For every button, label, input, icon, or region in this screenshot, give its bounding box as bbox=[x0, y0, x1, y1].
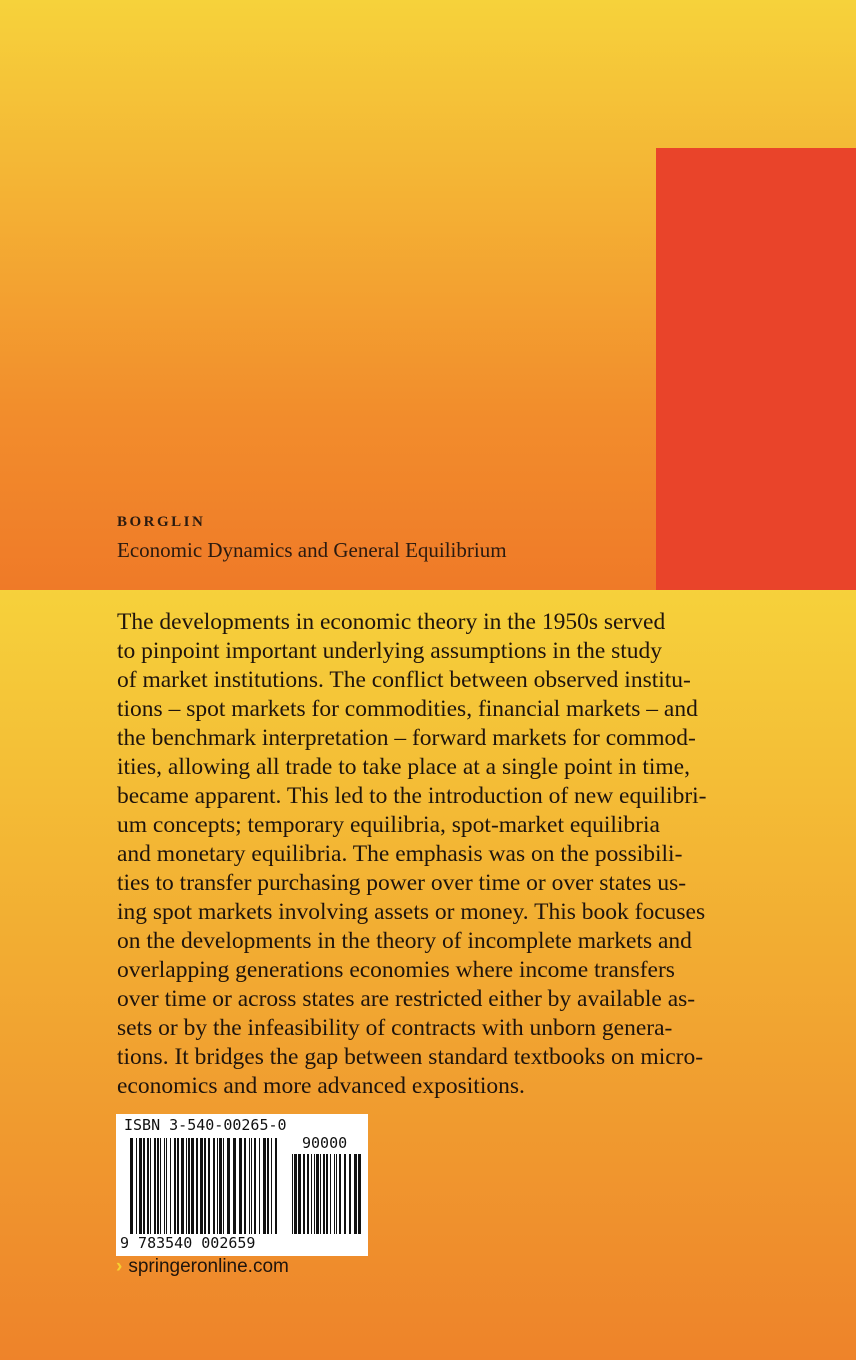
barcode-bar bbox=[200, 1138, 203, 1234]
barcode-main-bars-icon bbox=[130, 1138, 280, 1234]
barcode-bar bbox=[227, 1138, 230, 1234]
barcode-bar bbox=[143, 1138, 145, 1234]
price-code: 90000 bbox=[302, 1134, 348, 1152]
barcode-bar bbox=[339, 1154, 341, 1234]
ean-digits: 9 783540 002659 bbox=[120, 1234, 256, 1252]
blurb-line: economics and more advanced expositions. bbox=[117, 1073, 525, 1099]
barcode-bar bbox=[147, 1138, 149, 1234]
barcode-bar bbox=[244, 1138, 246, 1234]
barcode-bar bbox=[254, 1138, 256, 1234]
barcode-bar bbox=[314, 1154, 315, 1234]
barcode-bar bbox=[213, 1138, 215, 1234]
barcode-bar bbox=[196, 1138, 198, 1234]
barcode-bar bbox=[136, 1138, 137, 1234]
barcode-bar bbox=[139, 1138, 142, 1234]
barcode-bar bbox=[170, 1138, 171, 1234]
blurb-text bbox=[117, 608, 717, 1101]
barcode-bar bbox=[316, 1154, 319, 1234]
barcode-bar bbox=[154, 1138, 156, 1234]
barcode-bar bbox=[320, 1154, 321, 1234]
barcode-bar bbox=[191, 1138, 194, 1234]
barcode-bar bbox=[217, 1138, 218, 1234]
barcode-bar bbox=[307, 1154, 309, 1234]
barcode-bar bbox=[336, 1154, 337, 1234]
blurb-line: overlapping generations economies where income transfers bbox=[117, 957, 675, 983]
blurb-line: ties to transfer purchasing power over time or over states us- bbox=[117, 870, 687, 896]
barcode-bar bbox=[188, 1138, 190, 1234]
barcode-bar bbox=[330, 1154, 331, 1234]
barcode-bar bbox=[358, 1154, 361, 1234]
author-name: BORGLIN bbox=[117, 514, 206, 530]
barcode-bar bbox=[157, 1138, 159, 1234]
barcode-bar bbox=[259, 1138, 260, 1234]
barcode-addon-bars-icon bbox=[292, 1154, 362, 1234]
barcode-bar bbox=[267, 1138, 269, 1234]
barcode-bar bbox=[292, 1154, 293, 1234]
barcode-bar bbox=[208, 1138, 210, 1234]
barcode-bar bbox=[249, 1138, 250, 1234]
barcode-bar bbox=[239, 1138, 242, 1234]
red-accent-block bbox=[656, 148, 856, 590]
website-label: springeronline.com bbox=[128, 1256, 289, 1277]
barcode-bar bbox=[181, 1138, 184, 1234]
blurb-line: ing spot markets involving assets or money. This book focuses bbox=[117, 899, 706, 925]
blurb-line: tions. It bridges the gap between standard textbooks on micro- bbox=[117, 1044, 704, 1070]
blurb-line: tions – spot markets for commodities, financial markets – and bbox=[117, 696, 698, 722]
barcode-bar bbox=[166, 1138, 167, 1234]
barcode-bar bbox=[294, 1154, 297, 1234]
barcode-bar bbox=[150, 1138, 151, 1234]
barcode-bar bbox=[233, 1138, 236, 1234]
barcode-bar bbox=[326, 1154, 328, 1234]
barcode-bar bbox=[334, 1154, 335, 1234]
barcode-bar bbox=[263, 1138, 266, 1234]
book-title: Economic Dynamics and General Equilibrium bbox=[117, 538, 507, 562]
barcode-bar bbox=[177, 1138, 179, 1234]
barcode-bar bbox=[164, 1138, 165, 1234]
barcode-bar bbox=[323, 1154, 325, 1234]
blurb-line: The developments in economic theory in the 1950s served bbox=[117, 609, 666, 635]
barcode-bar bbox=[271, 1138, 272, 1234]
publisher-website bbox=[116, 1256, 289, 1278]
blurb-line: to pinpoint important underlying assumptions in the study bbox=[117, 638, 663, 664]
barcode-bar bbox=[160, 1138, 161, 1234]
isbn-number: ISBN 3-540-00265-0 bbox=[124, 1116, 287, 1134]
barcode-bar bbox=[349, 1154, 351, 1234]
barcode-bar bbox=[174, 1138, 176, 1234]
blurb-line: ities, allowing all trade to take place at a single point in time, bbox=[117, 754, 690, 780]
blurb-line: um concepts; temporary equilibria, spot-market equilibria bbox=[117, 812, 660, 838]
blurb-line: sets or by the infeasibility of contracts with unborn genera- bbox=[117, 1015, 673, 1041]
barcode-bar bbox=[204, 1138, 206, 1234]
blurb-line: of market institutions. The conflict between observed institu- bbox=[117, 667, 691, 693]
barcode-bar bbox=[298, 1154, 301, 1234]
barcode-bar bbox=[354, 1154, 357, 1234]
blurb-line: over time or across states are restricted either by available as- bbox=[117, 986, 696, 1012]
barcode-bar bbox=[303, 1154, 305, 1234]
barcode-bar bbox=[251, 1138, 252, 1234]
blurb-line: the benchmark interpretation – forward markets for commod- bbox=[117, 725, 696, 751]
barcode-bar bbox=[130, 1138, 133, 1234]
chevron-right-icon: › bbox=[116, 1256, 123, 1277]
barcode-bar bbox=[223, 1138, 224, 1234]
barcode-bar bbox=[344, 1154, 346, 1234]
barcode-bar bbox=[219, 1138, 222, 1234]
blurb-line: on the developments in the theory of incomplete markets and bbox=[117, 928, 692, 954]
barcode-bar bbox=[275, 1138, 277, 1234]
blurb-line: became apparent. This led to the introduction of new equilibri- bbox=[117, 783, 707, 809]
isbn-barcode bbox=[116, 1114, 368, 1256]
barcode-bar bbox=[186, 1138, 187, 1234]
barcode-bar bbox=[311, 1154, 312, 1234]
blurb-line: and monetary equilibria. The emphasis was on the possibili- bbox=[117, 841, 683, 867]
